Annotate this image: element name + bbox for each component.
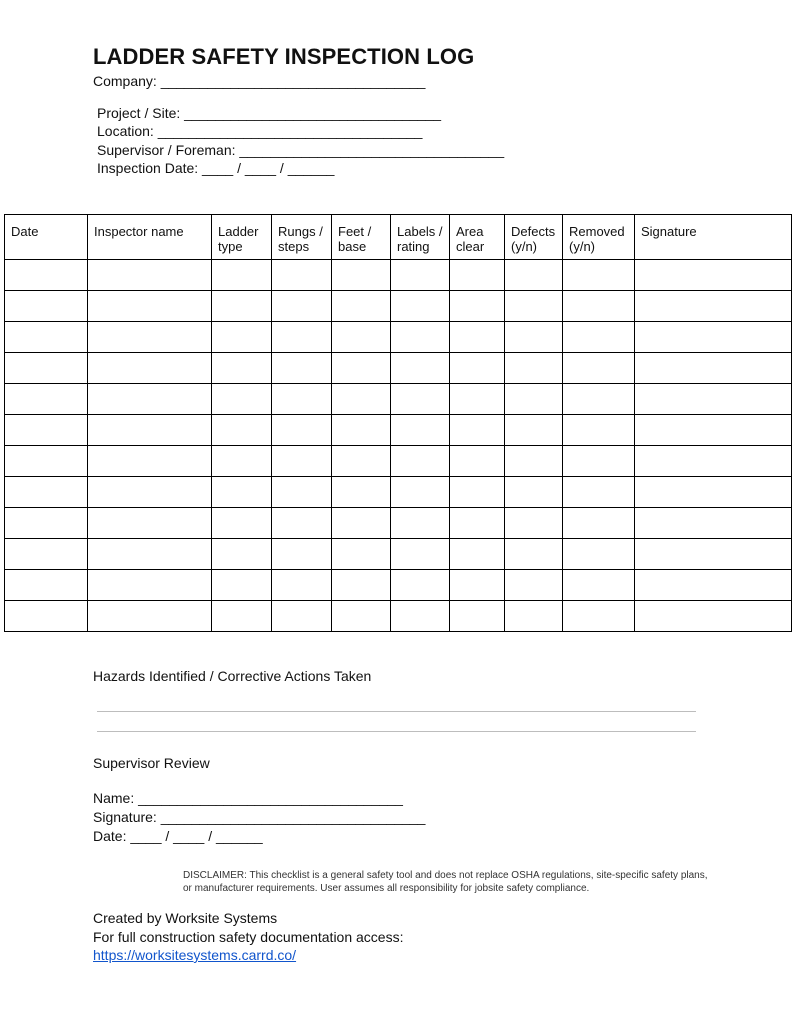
table-cell[interactable] [88, 415, 212, 446]
table-cell[interactable] [505, 322, 563, 353]
table-cell[interactable] [450, 477, 505, 508]
table-row [5, 508, 792, 539]
table-row [5, 415, 792, 446]
table-cell[interactable] [563, 260, 635, 291]
hazards-rule-1[interactable] [97, 711, 696, 712]
table-cell[interactable] [563, 477, 635, 508]
worksite-systems-link[interactable]: https://worksitesystems.carrd.co/ [93, 947, 297, 963]
table-cell[interactable] [332, 260, 391, 291]
table-cell[interactable] [332, 322, 391, 353]
table-cell[interactable] [391, 260, 450, 291]
table-cell[interactable] [635, 322, 792, 353]
table-cell[interactable] [505, 353, 563, 384]
table-cell[interactable] [332, 353, 391, 384]
review-signature-field[interactable]: Signature: __________________________________ [93, 809, 426, 825]
table-row [5, 570, 792, 601]
table-cell[interactable] [450, 291, 505, 322]
table-row [5, 322, 792, 353]
company-field[interactable]: Company: __________________________________ [93, 73, 426, 89]
supervisor-review-heading: Supervisor Review [93, 755, 210, 771]
table-cell[interactable] [450, 539, 505, 570]
column-header-date: Date [5, 215, 88, 260]
hazards-rule-2[interactable] [97, 731, 696, 732]
table-cell[interactable] [212, 477, 272, 508]
table-cell[interactable] [563, 508, 635, 539]
table-cell[interactable] [635, 508, 792, 539]
table-cell[interactable] [88, 601, 212, 632]
table-cell[interactable] [635, 260, 792, 291]
table-cell[interactable] [391, 384, 450, 415]
table-cell[interactable] [88, 539, 212, 570]
disclaimer-text: DISCLAIMER: This checklist is a general safety tool and does not replace OSHA regulations, site-specific safety plans, or manufacturer requirements. User assumes all responsibility for jobsite safety compliance. [183, 870, 708, 894]
project-site-field[interactable]: Project / Site: _________________________________ [97, 105, 442, 121]
table-row [5, 601, 792, 632]
table-cell[interactable] [272, 415, 332, 446]
table-cell[interactable] [88, 322, 212, 353]
table-cell[interactable] [212, 322, 272, 353]
table-cell[interactable] [212, 539, 272, 570]
table-cell[interactable] [563, 353, 635, 384]
table-row [5, 446, 792, 477]
table-cell[interactable] [563, 415, 635, 446]
inspection-log-table [4, 214, 792, 632]
table-cell[interactable] [391, 601, 450, 632]
table-cell[interactable] [212, 601, 272, 632]
table-cell[interactable] [505, 260, 563, 291]
table-cell[interactable] [88, 477, 212, 508]
table-cell[interactable] [450, 415, 505, 446]
table-header-row [5, 215, 792, 260]
table-cell[interactable] [272, 322, 332, 353]
table-cell[interactable] [563, 446, 635, 477]
table-cell[interactable] [212, 384, 272, 415]
table-cell[interactable] [450, 570, 505, 601]
table-cell[interactable] [88, 353, 212, 384]
table-cell[interactable] [272, 353, 332, 384]
table-cell[interactable] [505, 446, 563, 477]
table-cell[interactable] [272, 260, 332, 291]
table-cell[interactable] [88, 291, 212, 322]
table-cell[interactable] [391, 415, 450, 446]
table-cell[interactable] [272, 477, 332, 508]
table-cell[interactable] [505, 384, 563, 415]
table-cell[interactable] [88, 260, 212, 291]
column-header-removed: Removed (y/n) [563, 215, 635, 260]
column-header-defects: Defects (y/n) [505, 215, 563, 260]
table-cell[interactable] [563, 322, 635, 353]
table-cell[interactable] [5, 384, 88, 415]
table-row [5, 539, 792, 570]
table-cell[interactable] [635, 601, 792, 632]
table-row [5, 477, 792, 508]
table-cell[interactable] [563, 601, 635, 632]
table-cell[interactable] [5, 508, 88, 539]
table-cell[interactable] [332, 446, 391, 477]
table-cell[interactable] [505, 477, 563, 508]
table-cell[interactable] [332, 601, 391, 632]
table-row [5, 384, 792, 415]
table-cell[interactable] [272, 446, 332, 477]
table-cell[interactable] [88, 570, 212, 601]
table-cell[interactable] [332, 508, 391, 539]
column-header-inspector-name: Inspector name [88, 215, 212, 260]
table-cell[interactable] [5, 415, 88, 446]
table-cell[interactable] [635, 384, 792, 415]
table-cell[interactable] [332, 477, 391, 508]
table-cell[interactable] [450, 384, 505, 415]
table-cell[interactable] [505, 508, 563, 539]
column-header-feet-base: Feet / base [332, 215, 391, 260]
table-cell[interactable] [272, 291, 332, 322]
table-cell[interactable] [272, 570, 332, 601]
table-cell[interactable] [5, 539, 88, 570]
table-cell[interactable] [450, 353, 505, 384]
table-cell[interactable] [5, 322, 88, 353]
table-cell[interactable] [391, 477, 450, 508]
table-cell[interactable] [5, 446, 88, 477]
table-cell[interactable] [635, 415, 792, 446]
table-cell[interactable] [391, 291, 450, 322]
table-cell[interactable] [635, 353, 792, 384]
table-cell[interactable] [212, 260, 272, 291]
table-cell[interactable] [5, 570, 88, 601]
table-cell[interactable] [391, 446, 450, 477]
table-cell[interactable] [450, 508, 505, 539]
table-cell[interactable] [5, 260, 88, 291]
page-title: LADDER SAFETY INSPECTION LOG [93, 44, 475, 69]
table-cell[interactable] [272, 384, 332, 415]
table-cell[interactable] [5, 291, 88, 322]
table-cell[interactable] [212, 570, 272, 601]
table-cell[interactable] [391, 322, 450, 353]
inspection-date-field[interactable]: Inspection Date: ____ / ____ / ______ [97, 160, 335, 176]
table-body [5, 260, 792, 632]
table-cell[interactable] [5, 477, 88, 508]
review-date-field[interactable]: Date: ____ / ____ / ______ [93, 828, 263, 844]
table-cell[interactable] [450, 260, 505, 291]
table-cell[interactable] [635, 570, 792, 601]
table-cell[interactable] [450, 446, 505, 477]
supervisor-foreman-field[interactable]: Supervisor / Foreman: __________________________________ [97, 142, 505, 158]
table-cell[interactable] [5, 353, 88, 384]
table-cell[interactable] [332, 570, 391, 601]
table-cell[interactable] [635, 477, 792, 508]
table-cell[interactable] [332, 384, 391, 415]
access-text: For full construction safety documentation access: [93, 929, 404, 945]
column-header-ladder-type: Ladder type [212, 215, 272, 260]
table-cell[interactable] [563, 539, 635, 570]
table-cell[interactable] [212, 508, 272, 539]
table-cell[interactable] [635, 539, 792, 570]
table-cell[interactable] [391, 539, 450, 570]
table-cell[interactable] [505, 601, 563, 632]
table-cell[interactable] [272, 508, 332, 539]
table-cell[interactable] [391, 353, 450, 384]
table-cell[interactable] [391, 508, 450, 539]
table-cell[interactable] [450, 601, 505, 632]
table-cell[interactable] [391, 570, 450, 601]
table-cell[interactable] [505, 291, 563, 322]
table-cell[interactable] [332, 415, 391, 446]
table-cell[interactable] [332, 291, 391, 322]
table-cell[interactable] [272, 601, 332, 632]
table-cell[interactable] [563, 384, 635, 415]
table-cell[interactable] [212, 415, 272, 446]
table-cell[interactable] [88, 446, 212, 477]
table-cell[interactable] [212, 353, 272, 384]
table-cell[interactable] [212, 446, 272, 477]
table-cell[interactable] [5, 601, 88, 632]
table-cell[interactable] [88, 508, 212, 539]
created-by-text: Created by Worksite Systems [93, 910, 278, 926]
column-header-labels-rating: Labels / rating [391, 215, 450, 260]
table-cell[interactable] [563, 570, 635, 601]
table-cell[interactable] [505, 539, 563, 570]
table-cell[interactable] [505, 570, 563, 601]
location-field[interactable]: Location: __________________________________ [97, 123, 423, 139]
table-cell[interactable] [450, 322, 505, 353]
table-cell[interactable] [332, 539, 391, 570]
table-cell[interactable] [88, 384, 212, 415]
review-name-field[interactable]: Name: __________________________________ [93, 790, 403, 806]
column-header-signature: Signature [635, 215, 792, 260]
table-row [5, 260, 792, 291]
table-row [5, 353, 792, 384]
table-cell[interactable] [563, 291, 635, 322]
hazards-heading: Hazards Identified / Corrective Actions Taken [93, 668, 372, 684]
table-cell[interactable] [272, 539, 332, 570]
column-header-area-clear: Area clear [450, 215, 505, 260]
table-cell[interactable] [505, 415, 563, 446]
table-cell[interactable] [212, 291, 272, 322]
table-row [5, 291, 792, 322]
column-header-rungs-steps: Rungs / steps [272, 215, 332, 260]
table-cell[interactable] [635, 446, 792, 477]
table-cell[interactable] [635, 291, 792, 322]
